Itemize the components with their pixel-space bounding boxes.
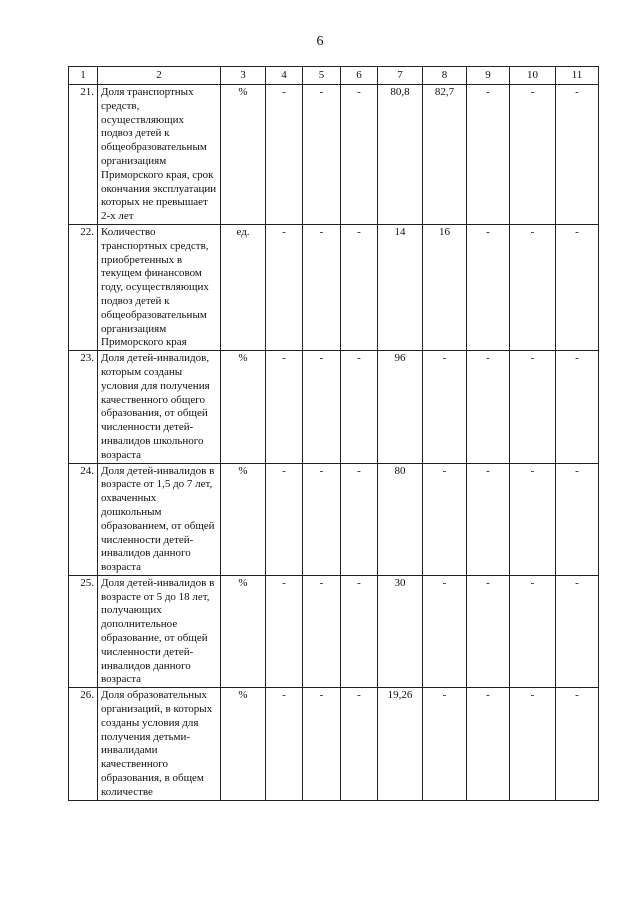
row-number: 23. xyxy=(69,351,98,463)
value-cell: - xyxy=(266,688,303,800)
unit-cell: % xyxy=(221,463,266,575)
value-cell: - xyxy=(556,575,599,687)
indicator-name: Доля детей-инвалидов, которым созданы условия для получения качественного общего образования, от общей численности детей-инвалидов школьного возраста xyxy=(98,351,221,463)
value-cell: - xyxy=(266,224,303,350)
value-cell: - xyxy=(266,85,303,225)
table-row xyxy=(69,688,599,800)
value-cell: - xyxy=(341,351,378,463)
value-cell: - xyxy=(423,575,467,687)
column-number: 1 xyxy=(69,67,98,85)
indicators-table xyxy=(68,66,599,801)
unit-cell: % xyxy=(221,688,266,800)
indicator-name: Доля транспортных средств, осуществляющих подвоз детей к общеобразовательным организациям Приморского края, срок окончания эксплуатации которых не превышает 2-х лет xyxy=(98,85,221,225)
value-cell: - xyxy=(510,351,556,463)
value-cell: - xyxy=(556,85,599,225)
value-cell: 96 xyxy=(378,351,423,463)
unit-cell: ед. xyxy=(221,224,266,350)
value-cell: - xyxy=(423,688,467,800)
value-cell: - xyxy=(341,224,378,350)
value-cell: - xyxy=(467,351,510,463)
value-cell: - xyxy=(510,85,556,225)
value-cell: - xyxy=(510,463,556,575)
value-cell: - xyxy=(303,85,341,225)
value-cell: - xyxy=(423,351,467,463)
unit-cell: % xyxy=(221,85,266,225)
value-cell: - xyxy=(303,688,341,800)
value-cell: - xyxy=(266,351,303,463)
value-cell: 82,7 xyxy=(423,85,467,225)
row-number: 25. xyxy=(69,575,98,687)
value-cell: - xyxy=(341,85,378,225)
table-row xyxy=(69,351,599,463)
row-number: 24. xyxy=(69,463,98,575)
column-number: 8 xyxy=(423,67,467,85)
value-cell: - xyxy=(556,463,599,575)
unit-cell: % xyxy=(221,351,266,463)
table-row xyxy=(69,575,599,687)
column-number: 3 xyxy=(221,67,266,85)
value-cell: - xyxy=(266,575,303,687)
value-cell: - xyxy=(341,688,378,800)
value-cell: - xyxy=(510,688,556,800)
value-cell: 19,26 xyxy=(378,688,423,800)
row-number: 26. xyxy=(69,688,98,800)
row-number: 22. xyxy=(69,224,98,350)
value-cell: 30 xyxy=(378,575,423,687)
column-number: 7 xyxy=(378,67,423,85)
indicator-name: Доля детей-инвалидов в возрасте от 1,5 до 7 лет, охваченных дошкольным образованием, от общей численности детей-инвалидов данного возраста xyxy=(98,463,221,575)
indicator-name: Доля образовательных организаций, в которых созданы условия для получения детьми-инвалидами качественного образования, в общем количестве xyxy=(98,688,221,800)
column-number: 10 xyxy=(510,67,556,85)
column-number: 9 xyxy=(467,67,510,85)
row-number: 21. xyxy=(69,85,98,225)
value-cell: - xyxy=(467,224,510,350)
column-number: 4 xyxy=(266,67,303,85)
indicator-name: Количество транспортных средств, приобретенных в текущем финансовом году, осуществляющих подвоз детей к общеобразовательным организациям Приморского края xyxy=(98,224,221,350)
unit-cell: % xyxy=(221,575,266,687)
table-row xyxy=(69,463,599,575)
value-cell: - xyxy=(467,575,510,687)
value-cell: - xyxy=(556,351,599,463)
value-cell: - xyxy=(467,85,510,225)
value-cell: - xyxy=(341,575,378,687)
column-number-header-row xyxy=(69,67,599,85)
value-cell: - xyxy=(467,688,510,800)
value-cell: 80,8 xyxy=(378,85,423,225)
column-number: 5 xyxy=(303,67,341,85)
table-row xyxy=(69,85,599,225)
value-cell: - xyxy=(303,575,341,687)
column-number: 11 xyxy=(556,67,599,85)
value-cell: - xyxy=(266,463,303,575)
value-cell: - xyxy=(303,224,341,350)
value-cell: - xyxy=(423,463,467,575)
value-cell: - xyxy=(341,463,378,575)
column-number: 6 xyxy=(341,67,378,85)
table-row xyxy=(69,224,599,350)
value-cell: - xyxy=(303,463,341,575)
value-cell: 80 xyxy=(378,463,423,575)
column-number: 2 xyxy=(98,67,221,85)
value-cell: - xyxy=(467,463,510,575)
value-cell: - xyxy=(556,224,599,350)
value-cell: - xyxy=(556,688,599,800)
indicator-name: Доля детей-инвалидов в возрасте от 5 до 18 лет, получающих дополнительное образование, от общей численности детей-инвалидов данного возраста xyxy=(98,575,221,687)
page-number: 6 xyxy=(316,34,324,49)
value-cell: - xyxy=(510,224,556,350)
value-cell: - xyxy=(510,575,556,687)
value-cell: - xyxy=(303,351,341,463)
value-cell: 16 xyxy=(423,224,467,350)
value-cell: 14 xyxy=(378,224,423,350)
